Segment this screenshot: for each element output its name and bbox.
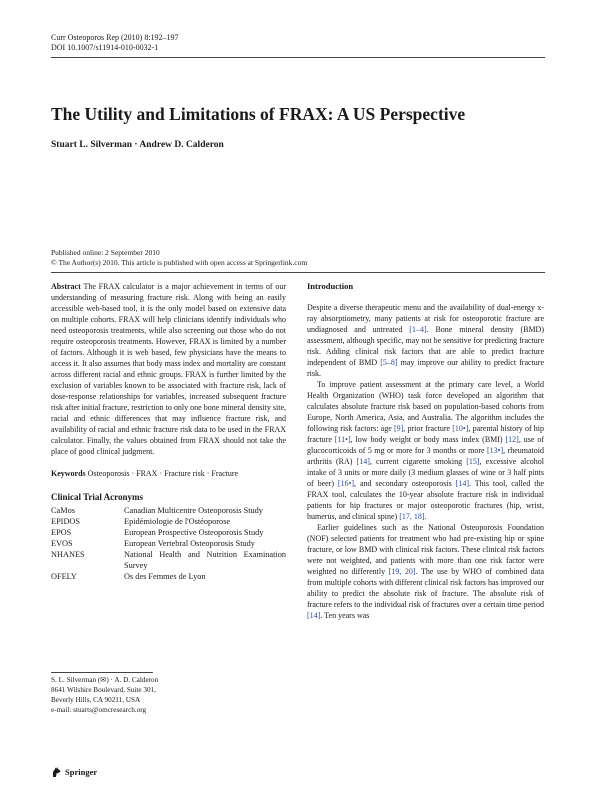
doi[interactable]: DOI 10.1007/s11914-010-0032-1 xyxy=(51,43,159,52)
license-note: © The Author(s) 2010. This article is published with open access at Springerlink.com xyxy=(51,258,308,267)
acronym-name: European Prospective Osteoporosis Study xyxy=(124,528,264,537)
acronym-row xyxy=(51,549,286,571)
article-title: The Utility and Limitations of FRAX: A US Perspective xyxy=(51,104,466,124)
acronyms-heading: Clinical Trial Acronyms xyxy=(51,492,144,502)
text-run: , low body weight or body mass index (BMI) xyxy=(350,435,506,444)
acronym-code: NHANES xyxy=(51,550,85,559)
springer-horse-icon xyxy=(51,766,62,778)
text-run: . This tool, called the FRAX tool, calculates the 10-year absolute fracture risk in individual patients for hip fractures or major osteoporotic fractures (hip, wrist, humerus, and clinical spine) xyxy=(307,479,544,521)
citation-link[interactable]: [14] xyxy=(356,457,370,466)
paragraph xyxy=(307,522,544,621)
footnote-rule xyxy=(51,672,153,673)
section-rule xyxy=(51,272,545,273)
text-run: . Ten years was xyxy=(320,611,370,620)
text-run: , and secondary osteoporosis xyxy=(354,479,456,488)
acronym-name: European Vertebral Osteoporosis Study xyxy=(124,539,255,548)
correspondence-names: S. L. Silverman (✉) · A. D. Calderon xyxy=(51,676,159,684)
acronym-row xyxy=(51,538,286,549)
acronym-code: CaMos xyxy=(51,506,75,515)
paragraph xyxy=(307,379,544,522)
citation-link[interactable]: [13•] xyxy=(487,446,504,455)
journal-header xyxy=(51,33,179,53)
correspondence-address-line: Beverly Hills, CA 90211, USA xyxy=(51,696,141,704)
text-run: Despite a diverse therapeutic menu and the availability of dual-energy x-ray absorptiometry, many patients at risk for osteoporotic fracture are undiagnosed and untreated xyxy=(307,303,544,334)
citation-link[interactable]: [15] xyxy=(466,457,480,466)
citation-link[interactable]: [17, 18] xyxy=(399,512,425,521)
acronym-name: Canadian Multicentre Osteoporosis Study xyxy=(124,506,263,515)
correspondence-address-line: 8641 Wilshire Boulevard, Suite 301, xyxy=(51,686,156,694)
acronym-name: National Health and Nutrition Examination Survey xyxy=(124,550,286,570)
correspondence-email[interactable]: e-mail: stuarts@omcresearch.org xyxy=(51,706,147,714)
correspondence xyxy=(51,675,158,715)
citation-link[interactable]: [9] xyxy=(393,424,404,433)
published-date: Published online: 2 September 2010 xyxy=(51,248,160,257)
text-run: , prior fracture xyxy=(403,424,453,433)
keywords-label: Keywords xyxy=(51,469,86,478)
acronym-code: OFELY xyxy=(51,572,77,581)
acronym-name: Os des Femmes de Lyon xyxy=(124,572,206,581)
acronym-row xyxy=(51,527,286,538)
publisher-name: Springer xyxy=(65,767,98,777)
acronym-row xyxy=(51,516,286,527)
text-run: , parental history of hip fracture xyxy=(307,424,545,444)
citation-link[interactable]: [1–4] xyxy=(409,325,427,334)
citation-link[interactable]: [14] xyxy=(455,479,469,488)
acronym-code: EVOS xyxy=(51,539,73,548)
acronym-code: EPOS xyxy=(51,528,72,537)
keywords xyxy=(51,468,286,479)
journal-citation: Curr Osteoporos Rep (2010) 8:192–197 xyxy=(51,33,179,42)
text-run: Earlier guidelines such as the National Osteoporosis Foundation (NOF) selected patients for treatment who had pre-existing hip or spine fracture, or low BMD with clinical risk factors. These clinical risk factors were not weighted, and patients with more than one risk factor were weighted no differently xyxy=(307,523,544,576)
right-column xyxy=(307,281,544,621)
paragraph xyxy=(307,302,544,379)
introduction-heading: Introduction xyxy=(307,281,354,291)
publisher-footer xyxy=(51,766,97,778)
authors: Stuart L. Silverman · Andrew D. Calderon xyxy=(51,140,224,150)
text-run: , excessive alcohol intake of 3 units or more daily (3 medium glasses of wine or 3 half pints of beer) xyxy=(307,457,544,488)
left-column xyxy=(51,281,286,582)
acronym-row xyxy=(51,505,286,516)
text-run: , use of glucocorticoids of 5 mg or more for 3 months or more xyxy=(307,435,544,455)
acronym-row xyxy=(51,571,286,582)
abstract-text: The FRAX calculator is a major achievement in terms of our understanding of measuring fracture risk. Along with being an easily accessible web-based tool, it is the only model based on extensive data on multiple cohorts. FRAX will help clinicians identify individuals who need osteoporosis treatments, while also screening out those who do not require osteoporosis treatments. However, FRAX is limited by a number of factors. Although it is web based, few physicians have the means to access it. It also assumes that body mass index and mortality are constant across different racial and ethnic groups. FRAX is further limited by the exclusion of variables known to be associated with fracture risk, lack of dose-response relationships for variables, increased subsequent fracture risk after initial fracture, restriction to only one bone mineral density site, racial and ethnic differences that may influence fracture risk, and availability of racial and ethnic fracture risk data to be used in the FRAX calculator. Finally, the values obtained from FRAX should not take the place of good clinical judgment. xyxy=(51,282,286,456)
text-run: . The use by WHO of combined data from multiple cohorts with different clinical risk factors has improved our ability to predict the absolute risk of fracture. The absolute risk of fracture refers to the individual risk of fractures over a certain time period xyxy=(307,567,545,609)
text-run: . xyxy=(424,512,427,521)
abstract xyxy=(51,281,286,457)
text-run: To improve patient assessment at the primary care level, a World Health Organization (WHO) task force developed an algorithm that calculates absolute fracture risk based on population-based cohorts from Europe, North America, Asia, and Australia. The algorithm includes the following risk factors: age xyxy=(307,380,544,433)
text-run: , current cigarette smoking xyxy=(369,457,467,466)
citation-link[interactable]: [16•] xyxy=(337,479,355,488)
acronym-name: Epidémiologie de l'Ostéoporose xyxy=(124,517,231,526)
citation-link[interactable]: [11•] xyxy=(334,435,351,444)
citation-link[interactable]: [12] xyxy=(505,435,519,444)
acronyms-table xyxy=(51,505,286,582)
publication-info xyxy=(51,248,307,268)
abstract-label: Abstract xyxy=(51,282,81,291)
keywords-text: Osteoporosis · FRAX · Fracture risk · Fracture xyxy=(87,469,239,478)
citation-link[interactable]: [14] xyxy=(307,611,321,620)
citation-link[interactable]: [19, 20] xyxy=(388,567,416,576)
citation-link[interactable]: [10•] xyxy=(452,424,469,433)
acronym-code: EPIDOS xyxy=(51,517,81,526)
text-run: , rheumatoid arthritis (RA) xyxy=(307,446,545,466)
citation-link[interactable]: [5–8] xyxy=(380,358,398,367)
text-run: may improve our ability to predict fracture risk. xyxy=(307,358,544,378)
text-run: . Bone mineral density (BMD) assessment, although specific, may not be sensitive for predicting fracture risk. Adding clinical risk factors that are able to predict fracture independent of BMD xyxy=(307,325,545,367)
header-rule xyxy=(51,57,545,58)
